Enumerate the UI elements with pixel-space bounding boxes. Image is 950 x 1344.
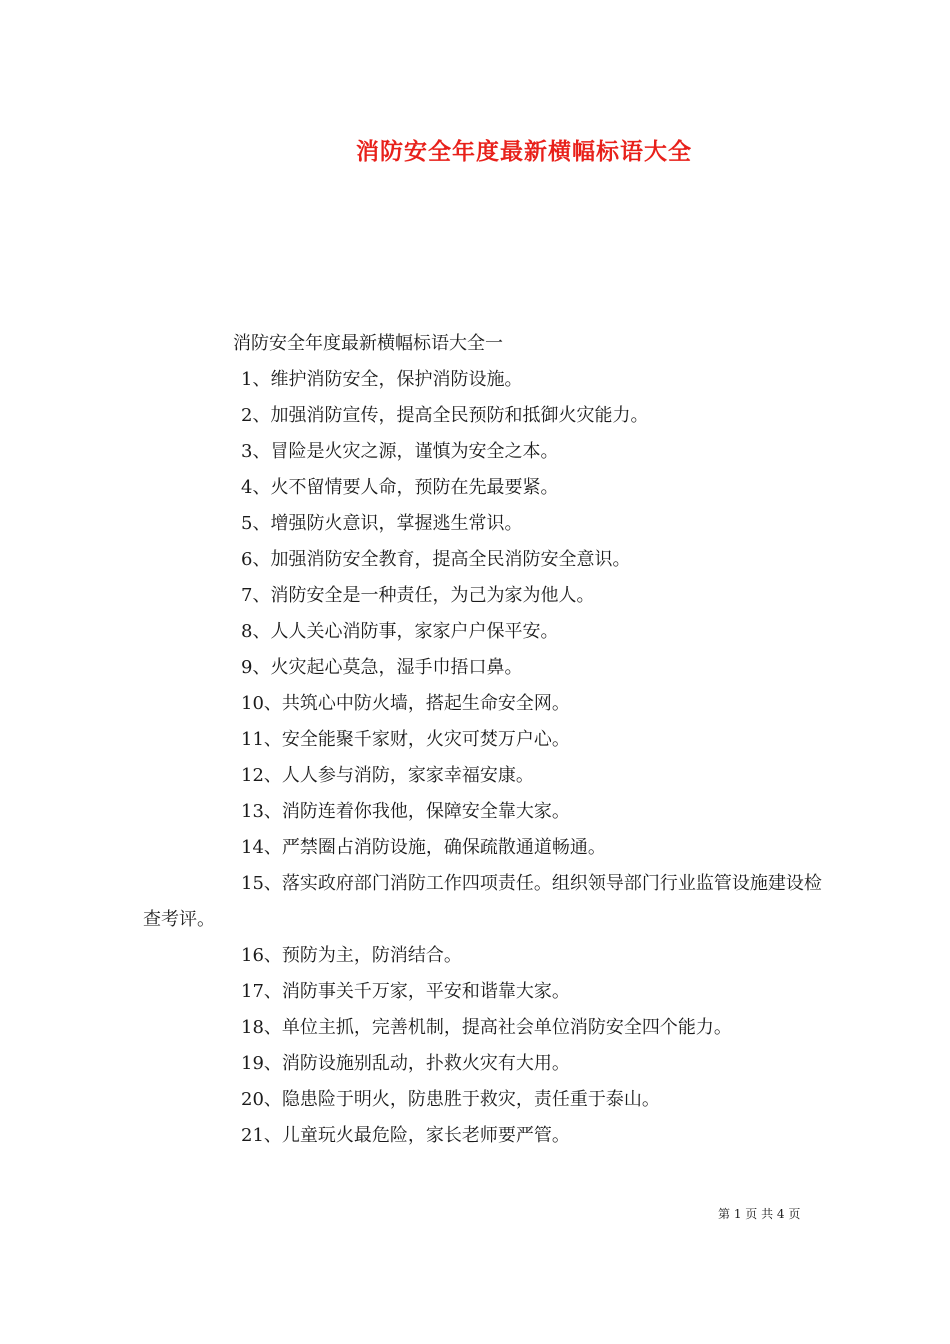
list-item: 4、火不留情要人命，预防在先最要紧。: [241, 477, 559, 498]
section-heading: 消防安全年度最新横幅标语大全一: [233, 333, 503, 354]
list-item: 2、加强消防宣传，提高全民预防和抵御火灾能力。: [241, 405, 649, 426]
list-item: 6、加强消防安全教育，提高全民消防安全意识。: [241, 549, 631, 570]
list-item: 18、单位主抓，完善机制，提高社会单位消防安全四个能力。: [241, 1017, 732, 1038]
list-item: 10、共筑心中防火墙，搭起生命安全网。: [241, 693, 570, 714]
list-item: 11、安全能聚千家财，火灾可焚万户心。: [241, 729, 570, 750]
list-item: 19、消防设施别乱动，扑救火灾有大用。: [241, 1053, 570, 1074]
list-item: 7、消防安全是一种责任，为己为家为他人。: [241, 585, 595, 606]
document-body: [143, 326, 823, 1154]
list-item: 3、冒险是火灾之源，谨慎为安全之本。: [241, 441, 559, 462]
list-item: 15、落实政府部门消防工作四项责任。组织领导部门行业监管设施建设检查考评。: [143, 873, 822, 930]
list-item: 14、严禁圈占消防设施，确保疏散通道畅通。: [241, 837, 606, 858]
list-item: 8、人人关心消防事，家家户户保平安。: [241, 621, 559, 642]
list-item: 16、预防为主，防消结合。: [241, 945, 462, 966]
list-item: 20、隐患险于明火，防患胜于救灾，责任重于泰山。: [241, 1089, 660, 1110]
list-item: 13、消防连着你我他，保障安全靠大家。: [241, 801, 570, 822]
list-item: 5、增强防火意识，掌握逃生常识。: [241, 513, 523, 534]
list-item: 9、火灾起心莫急，湿手巾捂口鼻。: [241, 657, 523, 678]
list-item: 1、维护消防安全，保护消防设施。: [241, 369, 523, 390]
page-footer: [718, 1205, 800, 1222]
page-number: 第 1 页 共 4 页: [718, 1207, 801, 1221]
list-item: 21、儿童玩火最危险，家长老师要严管。: [241, 1125, 570, 1146]
list-item: 17、消防事关千万家，平安和谐靠大家。: [241, 981, 570, 1002]
page-title: 消防安全年度最新横幅标语大全: [356, 138, 692, 165]
list-item: 12、人人参与消防，家家幸福安康。: [241, 765, 534, 786]
